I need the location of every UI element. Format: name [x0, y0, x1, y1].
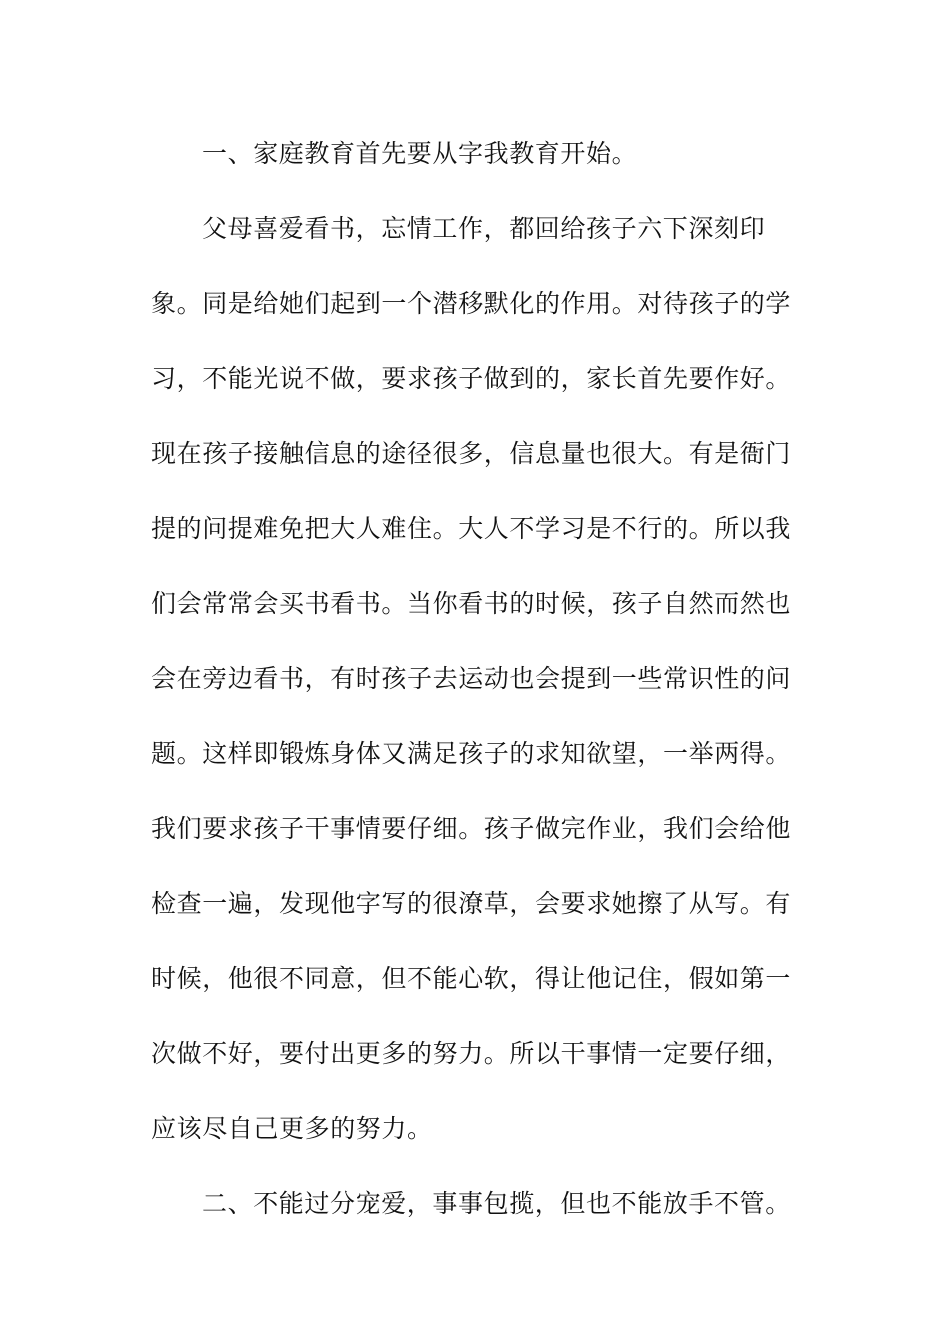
section-heading-1: 一、家庭教育首先要从字我教育开始。 [202, 139, 638, 168]
section-heading-2: 二、不能过分宠爱，事事包揽，但也不能放手不管。 [202, 1189, 791, 1218]
paragraph-line: 会在旁边看书，有时孩子去运动也会提到一些常识性的问 [151, 664, 792, 693]
paragraph-line: 现在孩子接触信息的途径很多，信息量也很大。有是衙门 [151, 439, 792, 468]
paragraph-line: 习，不能光说不做，要求孩子做到的，家长首先要作好。 [151, 364, 792, 393]
paragraph-line: 们会常常会买书看书。当你看书的时候，孩子自然而然也 [151, 589, 792, 618]
paragraph-line: 检查一遍，发现他字写的很潦草，会要求她擦了从写。有 [151, 889, 792, 918]
paragraph-line: 提的问提难免把大人难住。大人不学习是不行的。所以我 [151, 514, 792, 543]
paragraph-line: 父母喜爱看书，忘情工作，都回给孩子六下深刻印 [202, 214, 766, 243]
paragraph-line: 题。这样即锻炼身体又满足孩子的求知欲望，一举两得。 [151, 739, 792, 768]
paragraph-line: 象。同是给她们起到一个潜移默化的作用。对待孩子的学 [151, 289, 792, 318]
paragraph-line: 时候，他很不同意，但不能心软，得让他记住，假如第一 [151, 964, 792, 993]
paragraph-line: 次做不好，要付出更多的努力。所以干事情一定要仔细， [151, 1039, 792, 1068]
paragraph-line: 应该尽自己更多的努力。 [151, 1114, 433, 1143]
paragraph-line: 我们要求孩子干事情要仔细。孩子做完作业，我们会给他 [151, 814, 792, 843]
document-body [151, 129, 791, 1254]
